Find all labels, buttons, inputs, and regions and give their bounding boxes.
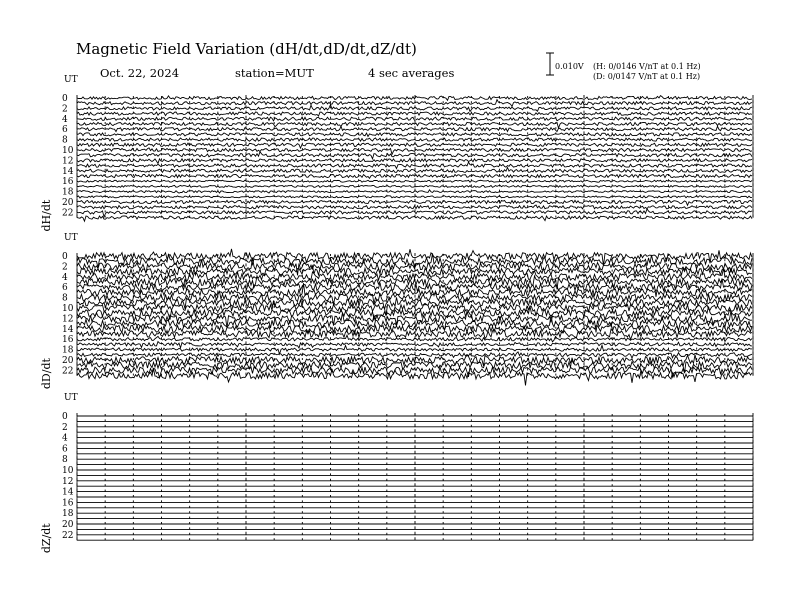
- station-label: station=MUT: [235, 66, 314, 80]
- trace-line: [77, 196, 752, 198]
- trace-line: [77, 366, 752, 377]
- trace-line: [77, 345, 752, 354]
- hour-tick-label: 14: [62, 324, 74, 335]
- hour-tick-label: 14: [62, 166, 74, 177]
- hour-tick-label: 12: [62, 156, 74, 167]
- hour-tick-label: 8: [62, 455, 68, 466]
- panels: [40, 75, 753, 553]
- hour-tick-label: 8: [62, 293, 68, 304]
- hour-tick-label: 10: [62, 466, 74, 476]
- hour-tick-label: 16: [62, 335, 74, 346]
- trace-line: [77, 158, 752, 163]
- ut-axis-title: UT: [64, 233, 78, 243]
- hour-tick-label: 10: [62, 304, 74, 314]
- trace-line: [77, 96, 752, 101]
- panel-ylabel: dH/dt: [40, 199, 53, 232]
- hour-tick-label: 0: [62, 252, 68, 262]
- hour-tick-label: 12: [62, 476, 74, 487]
- hour-tick-label: 22: [62, 208, 74, 219]
- averaging-label: 4 sec averages: [368, 66, 455, 80]
- hour-tick-label: 6: [62, 444, 68, 455]
- hour-tick-label: 0: [62, 94, 68, 104]
- panel-dddt: [40, 233, 753, 389]
- trace-line: [77, 138, 752, 141]
- chart-title: Magnetic Field Variation (dH/dt,dD/dt,dZ/dt): [76, 40, 417, 58]
- trace-line: [77, 205, 752, 209]
- hour-tick-label: 4: [62, 114, 68, 125]
- trace-line: [77, 342, 752, 348]
- hour-tick-label: 12: [62, 314, 74, 325]
- trace-line: [77, 112, 752, 116]
- trace-line: [77, 200, 752, 205]
- trace-line: [77, 162, 752, 168]
- hour-tick-label: 22: [62, 366, 74, 377]
- hour-tick-label: 18: [62, 187, 74, 198]
- trace-line: [77, 180, 752, 182]
- hour-tick-label: 4: [62, 272, 68, 283]
- scale-bar: [546, 53, 701, 81]
- hour-tick-label: 16: [62, 177, 74, 188]
- trace-line: [77, 126, 752, 131]
- scale-bar-h-note: (H: 0/0146 V/nT at 0.1 Hz): [593, 62, 701, 71]
- trace-line: [77, 133, 752, 137]
- panel-ylabel: dZ/dt: [40, 523, 53, 554]
- hour-tick-label: 8: [62, 135, 68, 146]
- trace-line: [77, 105, 752, 112]
- hour-tick-label: 2: [62, 422, 68, 433]
- hour-tick-label: 14: [62, 487, 74, 498]
- hour-tick-label: 6: [62, 283, 68, 294]
- trace-line: [77, 143, 752, 148]
- ut-axis-title: UT: [64, 75, 78, 85]
- hour-tick-label: 10: [62, 146, 74, 156]
- trace-line: [77, 352, 752, 358]
- trace-line: [77, 315, 752, 333]
- trace-line: [77, 152, 752, 159]
- hour-tick-label: 6: [62, 125, 68, 136]
- trace-line: [77, 369, 752, 386]
- trace-line: [77, 278, 752, 296]
- scale-bar-value: 0.010V: [555, 62, 584, 71]
- hour-tick-label: 22: [62, 530, 74, 541]
- trace-line: [77, 174, 752, 178]
- hour-tick-label: 16: [62, 498, 74, 509]
- panel-dzdt: [40, 393, 753, 553]
- hour-tick-label: 2: [62, 104, 68, 115]
- trace-line: [77, 122, 752, 128]
- trace-line: [77, 185, 752, 188]
- ut-axis-title: UT: [64, 393, 78, 403]
- trace-line: [77, 209, 752, 217]
- trace-line: [77, 216, 752, 221]
- hour-tick-label: 4: [62, 433, 68, 444]
- trace-line: [77, 168, 752, 173]
- panel-ylabel: dD/dt: [40, 358, 53, 390]
- panel-dhdt: [40, 75, 753, 232]
- hour-tick-label: 20: [62, 520, 74, 530]
- trace-line: [77, 335, 752, 342]
- hour-tick-label: 2: [62, 262, 68, 273]
- scale-bar-d-note: (D: 0/0147 V/nT at 0.1 Hz): [593, 72, 701, 81]
- hour-tick-label: 20: [62, 198, 74, 208]
- trace-line: [77, 148, 752, 155]
- trace-line: [77, 190, 752, 193]
- hour-tick-label: 0: [62, 412, 68, 422]
- date-label: Oct. 22, 2024: [100, 66, 180, 80]
- hour-tick-label: 18: [62, 509, 74, 520]
- trace-line: [77, 100, 752, 107]
- trace-line: [77, 117, 752, 121]
- hour-tick-label: 20: [62, 356, 74, 366]
- hour-tick-label: 18: [62, 345, 74, 356]
